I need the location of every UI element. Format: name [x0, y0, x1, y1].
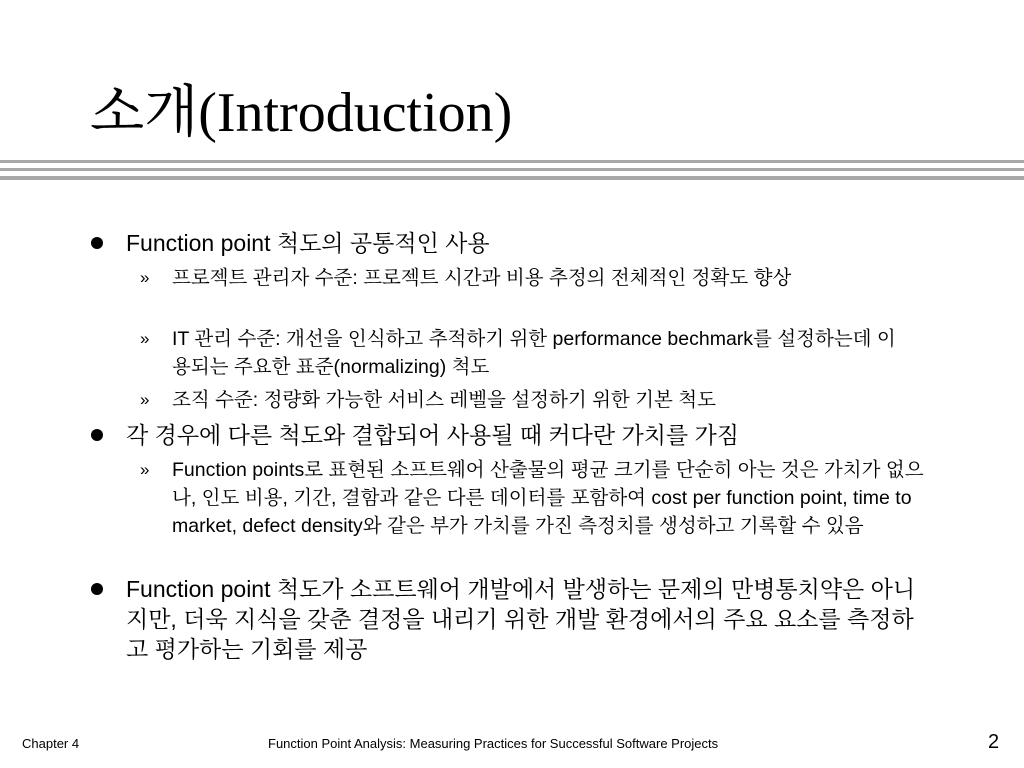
- bullet-text: Function point 척도의 공통적인 사용: [126, 230, 490, 256]
- sub-bullet-chevron-icon: »: [140, 268, 150, 287]
- bullet-dot-icon: [91, 583, 103, 595]
- footer-book-title: Function Point Analysis: Measuring Practices for Successful Software Projects: [268, 736, 719, 751]
- title-divider-line: [0, 176, 1024, 180]
- bullet-text: Function point 척도가 소프트웨어 개발에서 발생하는 문제의 만병통치약은 아니지만, 더욱 지식을 갖춘 결정을 내리기 위한 개발 환경에서의 주요 요소를 측정하고 평가하는 기회를 제공: [126, 576, 916, 662]
- title-divider-line: [0, 160, 1024, 163]
- sub-bullet-text: IT 관리 수준: 개선을 인식하고 추적하기 위한 performance bechmark를 설정하는데 이용되는 주요한 표준(normalizing) 척도: [172, 328, 896, 378]
- sub-bullet-chevron-icon: »: [140, 390, 150, 409]
- sub-bullet-text: 프로젝트 관리자 수준: 프로젝트 시간과 비용 추정의 전체적인 정확도 향상: [172, 267, 792, 289]
- title-divider-line: [0, 168, 1024, 171]
- bullet-item: [126, 420, 946, 450]
- sub-bullet-chevron-icon: »: [140, 460, 150, 479]
- sub-bullet-chevron-icon: »: [140, 329, 150, 348]
- page-number: 2: [988, 731, 1000, 753]
- sub-bullet-item: [140, 456, 947, 540]
- bullet-text: 각 경우에 다른 척도와 결합되어 사용될 때 커다란 가치를 가짐: [126, 422, 739, 448]
- sub-bullet-item: [140, 264, 892, 292]
- sub-bullet-text: Function points로 표현된 소프트웨어 산출물의 평균 크기를 단순히 아는 것은 가치가 없으나, 인도 비용, 기간, 결함과 같은 다른 데이터를 포함하여 cost per function point, time to market, defect density와 같은 부가 가치를 가진 측정치를 생성하고 기록할 수 있음: [172, 459, 924, 537]
- bullet-item: [126, 228, 946, 258]
- bullet-item: [126, 574, 916, 664]
- sub-bullet-item: [140, 386, 952, 414]
- bullet-dot-icon: [91, 237, 103, 249]
- bullet-dot-icon: [91, 429, 103, 441]
- slide-title: 소개(Introduction): [90, 82, 513, 144]
- footer-chapter: Chapter 4: [22, 736, 80, 751]
- sub-bullet-text: 조직 수준: 정량화 가능한 서비스 레벨을 설정하기 위한 기본 척도: [172, 389, 716, 411]
- sub-bullet-item: [140, 325, 912, 381]
